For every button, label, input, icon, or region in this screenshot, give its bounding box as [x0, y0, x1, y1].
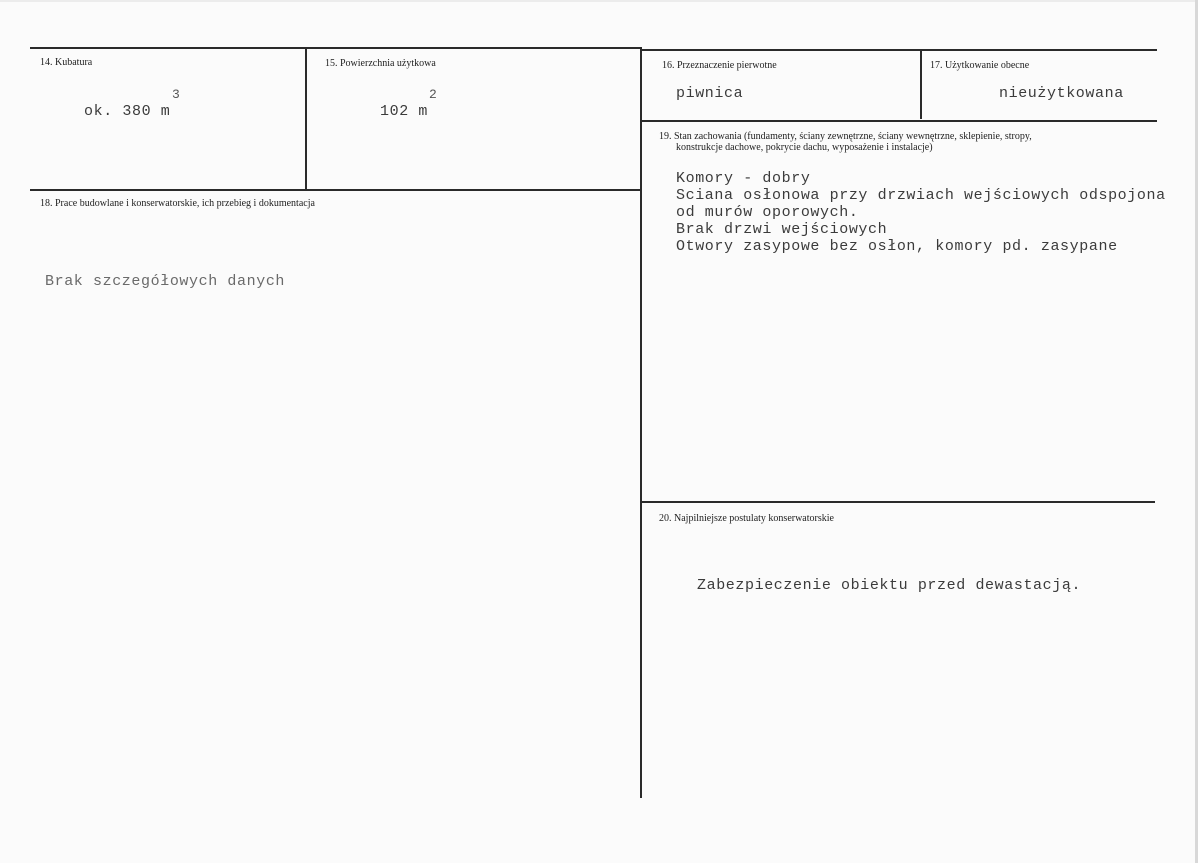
field-16-label: 16. Przeznaczenie pierwotne — [662, 60, 777, 71]
divider-14-15 — [305, 47, 307, 189]
field-18-label: 18. Prace budowlane i konserwatorskie, ich przebieg i dokumentacja — [40, 198, 315, 209]
border-above-20 — [642, 501, 1155, 503]
divider-main-vertical — [640, 47, 642, 798]
field-14-exponent: 3 — [172, 87, 180, 102]
field-15-exponent: 2 — [429, 87, 437, 102]
field-15-value: 102 m — [380, 103, 429, 120]
divider-16-17 — [920, 49, 922, 119]
field-14-label: 14. Kubatura — [40, 57, 93, 68]
border-below-16-17 — [642, 120, 1157, 122]
field-19-line: Komory - dobry — [676, 170, 811, 187]
field-19-line: Sciana osłonowa przy drzwiach wejściowych odspojona — [676, 187, 1166, 204]
field-14-value: ok. 380 m — [84, 103, 171, 120]
field-15-label: 15. Powierzchnia użytkowa — [325, 58, 436, 69]
card-top-edge — [0, 0, 1198, 2]
top-border-right — [642, 49, 1157, 51]
field-20-label: 20. Najpilniejsze postulaty konserwatorskie — [659, 513, 834, 524]
top-border-left — [30, 47, 642, 49]
field-17-value: nieużytkowana — [999, 85, 1124, 102]
border-below-14-15 — [30, 189, 642, 191]
field-19-line: od murów oporowych. — [676, 204, 859, 221]
field-17-label: 17. Użytkowanie obecne — [930, 60, 1030, 71]
field-16-value: piwnica — [676, 85, 744, 102]
field-19-text — [676, 170, 1166, 255]
field-19-line: Otwory zasypowe bez osłon, komory pd. zasypane — [676, 238, 1118, 255]
field-20-value: Zabezpieczenie obiektu przed dewastacją. — [697, 577, 1082, 594]
field-19-line: Brak drzwi wejściowych — [676, 221, 888, 238]
field-19-label-line1: 19. Stan zachowania (fundamenty, ściany zewnętrzne, ściany wewnętrzne, sklepienie, stropy, — [659, 131, 1032, 142]
field-19-label-line2: konstrukcje dachowe, pokrycie dachu, wyposażenie i instalacje) — [676, 142, 933, 153]
field-18-value: Brak szczegółowych danych — [45, 273, 286, 290]
